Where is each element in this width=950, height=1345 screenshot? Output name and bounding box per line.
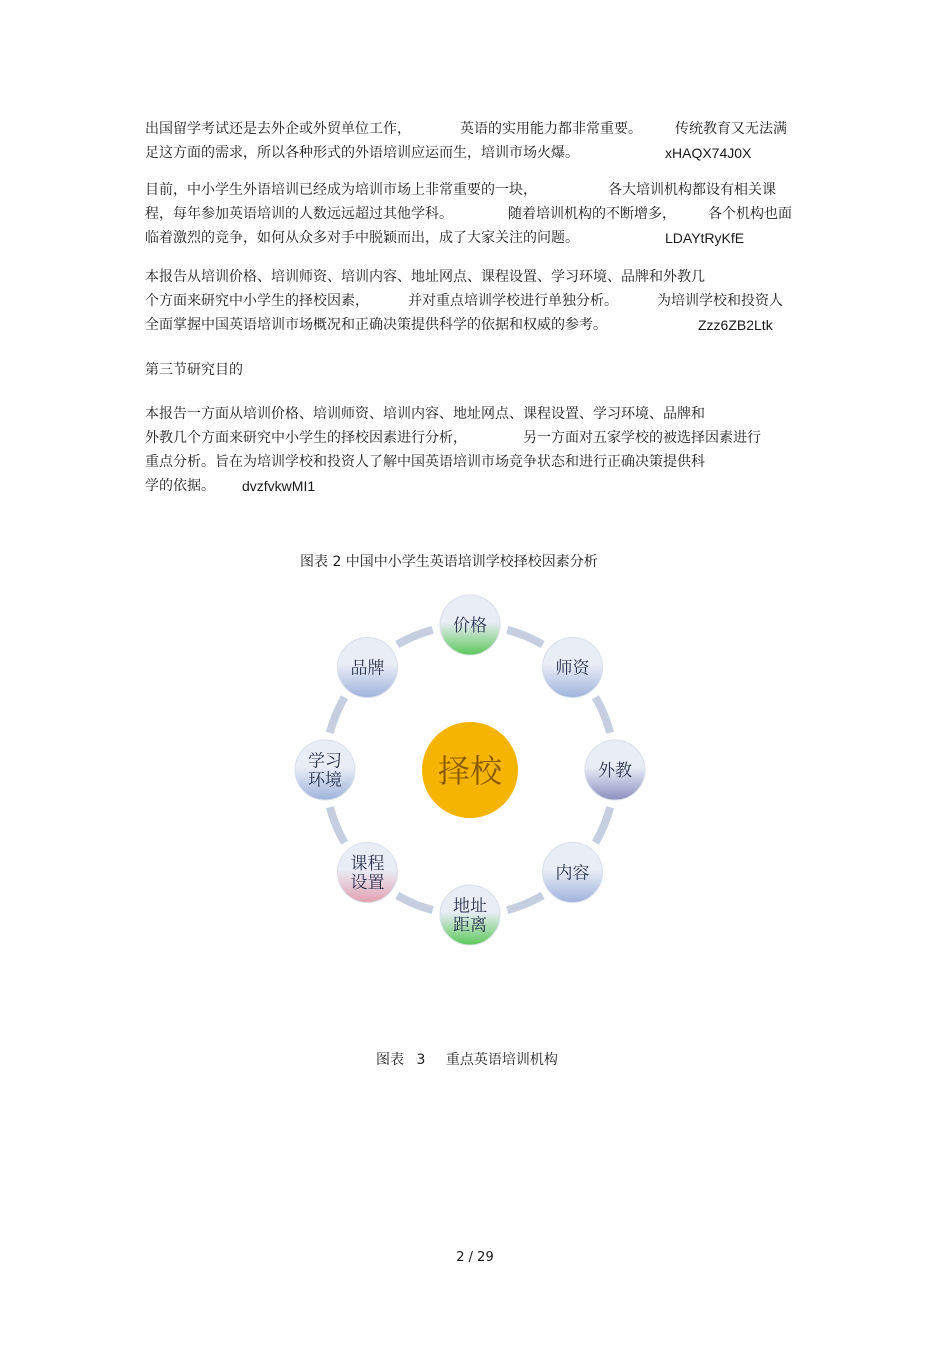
text-segment: 程，每年参加英语培训的人数远远超过其他学科。 bbox=[145, 206, 453, 222]
factor-node bbox=[543, 637, 603, 697]
ring-segment bbox=[507, 895, 542, 910]
center-node bbox=[422, 722, 518, 818]
text-line bbox=[145, 141, 805, 165]
ring-segment bbox=[330, 697, 345, 732]
text-line bbox=[145, 402, 805, 426]
paragraph-1 bbox=[145, 117, 805, 165]
factor-node-label: 师资 bbox=[555, 658, 590, 679]
text-line bbox=[145, 178, 805, 202]
text-line bbox=[145, 265, 805, 289]
text-segment: 并对重点培训学校进行单独分析。 bbox=[408, 293, 618, 309]
text-segment: 临着激烈的竞争，如何从众多对手中脱颖而出，成了大家关注的问题。 bbox=[145, 230, 579, 246]
text-segment: 随着培训机构的不断增多， bbox=[508, 206, 676, 222]
ring-segment bbox=[507, 630, 542, 645]
text-segment: 各个机构也面 bbox=[708, 206, 792, 222]
text-segment: 本报告从培训价格、培训师资、培训内容、地址网点、课程设置、学习环境、品牌和外教几 bbox=[145, 269, 705, 285]
paragraph-2 bbox=[145, 178, 805, 250]
text-segment: 传统教育又无法满 bbox=[675, 121, 787, 137]
factor-node-label: 距离 bbox=[453, 915, 487, 936]
factor-node-label: 地址 bbox=[453, 896, 487, 917]
factor-node-label: 环境 bbox=[308, 770, 342, 791]
text-segment: 重点分析。旨在为培训学校和投资人了解中国英语培训市场竞争状态和进行正确决策提供科 bbox=[145, 454, 705, 470]
factor-node-label: 内容 bbox=[555, 863, 590, 884]
text-segment: 另一方面对五家学校的被选择因素进行 bbox=[523, 430, 761, 446]
text-line bbox=[145, 313, 805, 337]
factor-node bbox=[543, 843, 603, 903]
factor-node-label: 设置 bbox=[350, 873, 385, 894]
ring-segment bbox=[397, 895, 432, 910]
text-line bbox=[145, 226, 805, 250]
text-segment: 个方面来研究中小学生的择校因素， bbox=[145, 293, 369, 309]
text-segment: 全面掌握中国英语培训市场概况和正确决策提供科学的依据和权威的参考。 bbox=[145, 317, 607, 333]
document-code: xHAQX74J0X bbox=[665, 145, 752, 161]
figure-3-caption bbox=[376, 1050, 558, 1070]
factor-node-label: 外教 bbox=[598, 761, 632, 781]
factor-node-label: 学习 bbox=[308, 751, 342, 772]
paragraph-3 bbox=[145, 265, 805, 337]
purpose-paragraph bbox=[145, 402, 805, 498]
text-segment: 足这方面的需求，所以各种形式的外语培训应运而生，培训市场火爆。 bbox=[145, 145, 579, 161]
text-line bbox=[145, 450, 805, 474]
figure-3-number: 3 bbox=[416, 1052, 426, 1068]
text-line bbox=[145, 289, 805, 313]
factor-node-label: 品牌 bbox=[350, 658, 385, 679]
text-segment: 为培训学校和投资人 bbox=[657, 293, 783, 309]
section-heading: 第三节研究目的 bbox=[145, 362, 243, 378]
figure-2-caption: 图表 2 中国中小学生英语培训学校择校因素分析 bbox=[300, 554, 598, 570]
text-line bbox=[145, 202, 805, 226]
text-segment: 学的依据。 bbox=[145, 478, 215, 494]
text-line bbox=[145, 426, 805, 450]
factor-node bbox=[295, 740, 355, 800]
ring-segment bbox=[595, 807, 610, 842]
text-segment: 英语的实用能力都非常重要。 bbox=[460, 121, 642, 137]
page-number: 2 / 29 bbox=[456, 1250, 494, 1265]
factor-node bbox=[440, 885, 500, 945]
text-line bbox=[145, 474, 805, 498]
text-segment: 目前，中小学生外语培训已经成为培训市场上非常重要的一块， bbox=[145, 182, 537, 198]
document-code: dvzfvkwMI1 bbox=[242, 478, 316, 494]
factor-node bbox=[337, 637, 397, 697]
text-line bbox=[145, 117, 805, 141]
factor-node bbox=[440, 595, 500, 655]
text-segment: 各大培训机构都设有相关课 bbox=[608, 182, 776, 198]
text-segment: 出国留学考试还是去外企或外贸单位工作， bbox=[145, 121, 411, 137]
figure-3-title: 重点英语培训机构 bbox=[445, 1052, 558, 1068]
text-segment: 外教几个方面来研究中小学生的择校因素进行分析， bbox=[145, 430, 467, 446]
ring-segment bbox=[330, 807, 345, 842]
document-code: LDAYtRyKfE bbox=[665, 230, 745, 246]
text-segment: 本报告一方面从培训价格、培训师资、培训内容、地址网点、课程设置、学习环境、品牌和 bbox=[145, 406, 705, 422]
center-label: 择校 bbox=[437, 752, 503, 790]
figure-3-prefix: 图表 bbox=[376, 1052, 404, 1068]
ring-segment bbox=[397, 630, 432, 645]
document-code: Zzz6ZB2Ltk bbox=[698, 317, 773, 333]
school-choice-factor-diagram bbox=[290, 590, 650, 950]
factor-node bbox=[337, 843, 397, 903]
factor-node-label: 价格 bbox=[453, 616, 487, 636]
factor-node bbox=[585, 740, 645, 800]
factor-node-label: 课程 bbox=[350, 854, 385, 875]
ring-segment bbox=[595, 697, 610, 732]
